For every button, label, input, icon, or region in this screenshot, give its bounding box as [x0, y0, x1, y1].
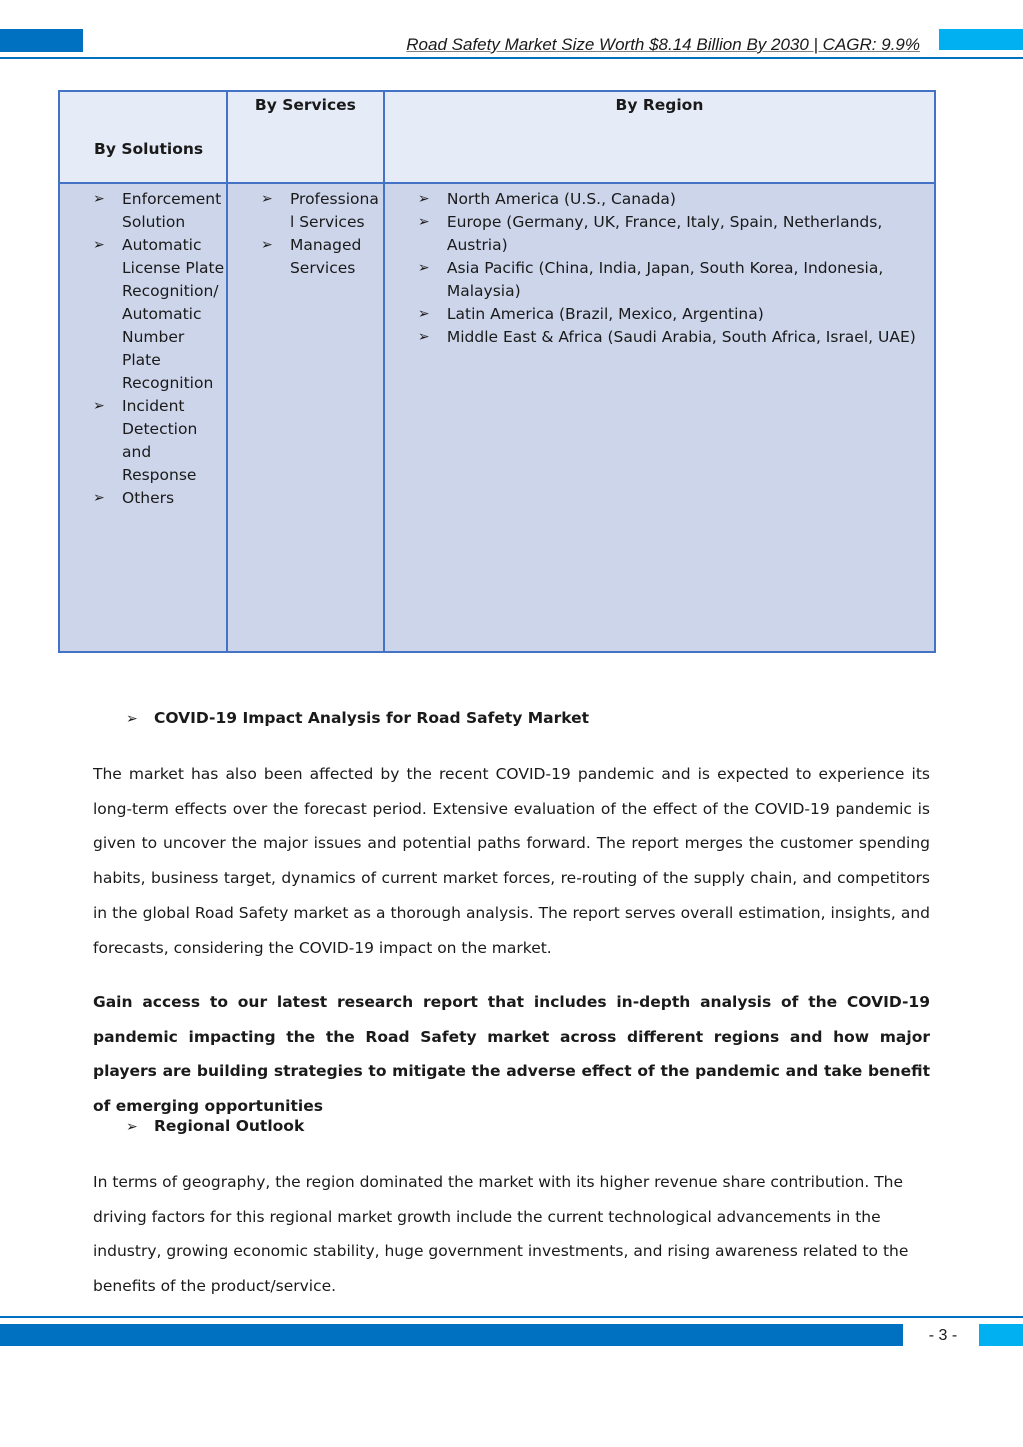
list-item: ➢ North America (U.S., Canada)	[385, 188, 934, 211]
list-item: ➢ Incident Detection and Response	[60, 395, 226, 487]
list-item: ➢ Europe (Germany, UK, France, Italy, Spain, Netherlands, Austria)	[385, 211, 934, 257]
header-by-region: By Region	[384, 91, 935, 183]
services-cell	[227, 183, 384, 652]
arrow-bullet-icon: ➢	[126, 711, 138, 727]
list-item: ➢ Latin America (Brazil, Mexico, Argentina)	[385, 303, 934, 326]
covid-cta-link[interactable]: Gain access to our latest research report that includes in-depth analysis of the COVID-19 pandemic impacting the the Road Safety market across different regions and how major players are building strategies to mitigate the adverse effect of the pandemic and take benefit of emerging opportunities	[93, 993, 930, 1116]
header-by-services: By Services	[227, 91, 384, 183]
header-accent-left	[0, 29, 83, 52]
footer-accent-right	[979, 1324, 1023, 1346]
solutions-cell	[59, 183, 227, 652]
list-item: ➢ Managed Services	[228, 234, 383, 280]
list-item: ➢ Asia Pacific (China, India, Japan, South Korea, Indonesia, Malaysia)	[385, 257, 934, 303]
footer-rule	[0, 1316, 1023, 1318]
document-title: Road Safety Market Size Worth $8.14 Billion By 2030 | CAGR: 9.9%	[406, 35, 920, 54]
header-rule	[0, 57, 1023, 59]
segmentation-table	[58, 90, 936, 653]
header-by-solutions: By Solutions	[59, 91, 227, 183]
region-cell	[384, 183, 935, 652]
list-item: ➢ Middle East & Africa (Saudi Arabia, South Africa, Israel, UAE)	[385, 326, 934, 349]
arrow-bullet-icon: ➢	[126, 1119, 138, 1135]
covid-heading: ➢ COVID-19 Impact Analysis for Road Safety Market	[126, 709, 590, 727]
regional-paragraph: In terms of geography, the region dominated the market with its higher revenue share contribution. The driving factors for this regional market growth include the current technological advancements in the industry, growing economic stability, huge government investments, and rising awareness related to the benefits of the product/service.	[93, 1173, 909, 1296]
list-item: ➢ Automatic License Plate Recognition/ Automatic Number Plate Recognition	[60, 234, 226, 395]
list-item: ➢ Professional Services	[228, 188, 383, 234]
footer-bar	[0, 1324, 903, 1346]
list-item: ➢ Others	[60, 487, 226, 510]
header-accent-right	[939, 29, 1023, 50]
page-number: - 3 -	[928, 1327, 958, 1344]
list-item: ➢ Enforcement Solution	[60, 188, 226, 234]
regional-heading: ➢ Regional Outlook	[126, 1117, 305, 1135]
covid-paragraph: The market has also been affected by the recent COVID-19 pandemic and is expected to experience its long-term effects over the forecast period. Extensive evaluation of the effect of the COVID-19 pandemic is given to uncover the major issues and potential paths forward. The report merges the customer spending habits, business target, dynamics of current market forces, re-routing of the supply chain, and competitors in the global Road Safety market as a thorough analysis. The report serves overall estimation, insights, and forecasts, considering the COVID-19 impact on the market.	[93, 765, 930, 957]
